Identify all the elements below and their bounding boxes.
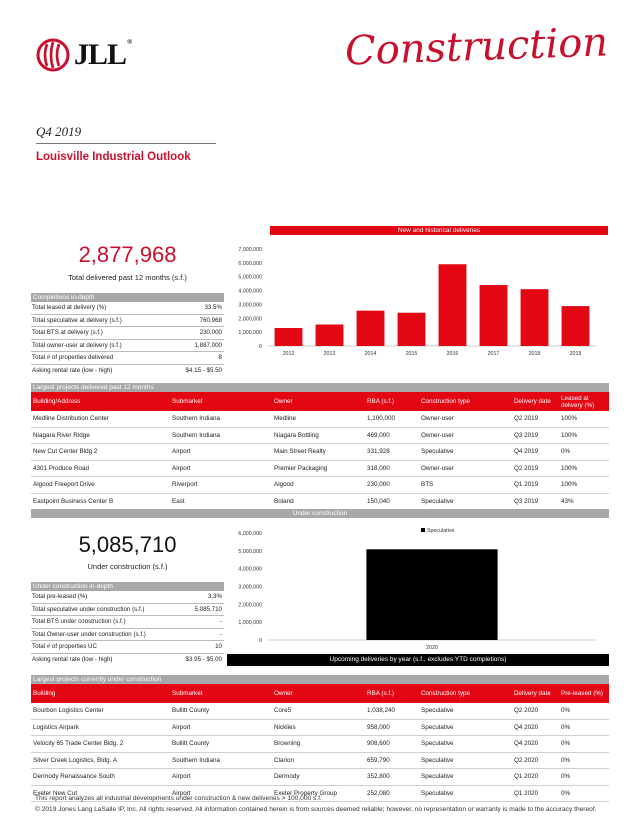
table-cell: East [172, 497, 185, 505]
completions-table-title: Completions in-depth [31, 293, 224, 302]
y-tick-label: 2,000,000 [238, 316, 262, 323]
y-tick-label: 3,000,000 [238, 584, 262, 591]
total-delivered-caption: Total delivered past 12 months (s.f.) [68, 273, 187, 282]
table-cell: 230,000 [367, 481, 390, 489]
deliveries-bar-chart [230, 240, 608, 365]
uc-table [31, 591, 224, 666]
title-divider [36, 143, 216, 144]
table-cell: Browning [274, 740, 301, 748]
table-cell: 43% [561, 497, 574, 505]
kv-row: Total # of properties UC 10 [31, 641, 224, 654]
table-cell: 0% [561, 723, 571, 731]
table-header [31, 684, 609, 703]
table-cell: Niagara Bottling [274, 431, 319, 439]
table-cell: Clarion [274, 756, 294, 764]
table-cell: 352,800 [367, 773, 390, 781]
market-title: Louisville Industrial Outlook [36, 151, 191, 163]
table-cell: Algood Freeport Drive [33, 481, 95, 489]
deliveries-section-bar: New and historical deliveries [270, 226, 608, 235]
table-cell: Speculative [421, 707, 454, 715]
table-cell: 958,000 [367, 723, 390, 731]
table-cell: 100% [561, 481, 578, 489]
table-cell: Exeter Property Group [274, 789, 337, 797]
y-tick-label: 5,000,000 [238, 274, 262, 281]
table-cell: Southern Indiana [172, 431, 220, 439]
table-cell: Silver Creek Logistics, Bldg. A [33, 756, 117, 764]
bar [316, 325, 344, 346]
under-construction-value: 5,085,710 [78, 532, 177, 557]
largest-delivered-table [31, 392, 609, 510]
y-tick-label: 7,000,000 [238, 247, 262, 253]
y-tick-label: 4,000,000 [238, 566, 262, 573]
table-cell: Airport [172, 723, 191, 731]
kv-row: Asking rental rate (low - high) $3.95 - $5.00 [32, 655, 222, 663]
table-cell: Medline Distribution Center [33, 415, 109, 423]
bar [439, 264, 467, 346]
table-cell: 908,600 [367, 740, 390, 748]
table-cell: 100% [561, 464, 578, 472]
table-cell: Q4 2020 [514, 723, 539, 731]
table-cell: Q1 2020 [514, 789, 539, 797]
x-tick-label: 2012 [282, 351, 295, 357]
table-cell: Speculative [421, 448, 454, 456]
col-header: Leased at delivery (%) [561, 394, 595, 409]
table-header [31, 392, 609, 411]
under-construction-bar: Under construction [31, 509, 609, 518]
table-row [31, 720, 609, 737]
table-cell: Exeter New Cut [33, 789, 78, 797]
col-header: Owner [274, 690, 293, 697]
table-cell: Owner-user [421, 415, 454, 423]
table-cell: Speculative [421, 756, 454, 764]
x-tick-label: 2014 [364, 351, 377, 357]
table-cell: Q2 2020 [514, 756, 539, 764]
col-header: Construction type [421, 398, 471, 405]
table-cell: Q3 2019 [514, 497, 539, 505]
table-cell: Q4 2019 [514, 448, 539, 456]
uc-table-title: Under construction in-depth [31, 582, 224, 591]
table-cell: Bullitt County [172, 740, 210, 748]
largest-delivered-bar: Largest projects delivered past 12 months [31, 383, 609, 392]
table-cell: Nicklies [274, 723, 296, 731]
y-tick-label: 6,000,000 [238, 531, 262, 537]
table-row [31, 736, 609, 753]
table-cell: 0% [561, 789, 571, 797]
footnote: This report analyzes all industrial developments under construction & new deliveries > 100,000 s.f. [35, 795, 322, 802]
table-cell: Logistics Airpark [33, 723, 79, 731]
table-cell: BTS [421, 481, 434, 489]
table-cell: 150,040 [367, 497, 390, 505]
table-cell: 0% [561, 740, 571, 748]
legend-swatch [421, 528, 425, 532]
bar [398, 313, 426, 346]
col-header: Building/Address [33, 398, 81, 405]
table-cell: Airport [172, 464, 191, 472]
kv-row: Asking rental rate (low - high) $4.15 - $5.50 [32, 366, 222, 374]
table-cell: Q1 2019 [514, 481, 539, 489]
kv-row: Total # of properties delivered 8 [31, 352, 224, 365]
table-row [31, 444, 609, 461]
bar [521, 289, 549, 346]
total-delivered-value: 2,877,968 [78, 242, 177, 267]
col-header: Building [33, 690, 56, 697]
table-cell: 0% [561, 773, 571, 781]
kv-row: Total BTS under construction (s.f.) - [31, 616, 224, 629]
bar [562, 306, 590, 346]
table-row [31, 769, 609, 786]
table-row [31, 477, 609, 494]
x-tick-label: 2013 [323, 351, 336, 357]
y-tick-label: 3,000,000 [238, 302, 262, 309]
table-cell: Niagara River Ridge [33, 431, 90, 439]
logo-wordmark: JLL® [74, 38, 132, 71]
table-row [31, 411, 609, 428]
uc-chart-caption: Upcoming deliveries by year (s.f., excludes YTD completions) [227, 654, 609, 666]
jll-helix-icon [36, 38, 70, 72]
table-cell: Southern Indiana [172, 415, 220, 423]
col-header: Construction type [421, 690, 471, 697]
table-cell: 659,790 [367, 756, 390, 764]
table-cell: Q2 2019 [514, 464, 539, 472]
table-cell: Medline [274, 415, 297, 423]
uc-bar-chart [230, 524, 608, 652]
bar [366, 549, 497, 640]
table-cell: Airport [172, 773, 191, 781]
kv-row: Total speculative at delivery (s.f.) 760,968 [31, 315, 224, 328]
completions-table [31, 302, 224, 377]
copyright: © 2019 Jones Lang LaSalle IP, Inc. All rights reserved. All information contained herein is from sources deemed reliable; however, no representation or warranty is made to the accuracy thereof. [35, 806, 597, 813]
table-cell: Owner-user [421, 464, 454, 472]
col-header: RBA (s.f.) [367, 398, 394, 405]
table-cell: Algood [274, 481, 294, 489]
table-cell: Bourbon Logistics Center [33, 707, 104, 715]
table-cell: Q2 2019 [514, 415, 539, 423]
col-header: Submarket [172, 690, 203, 697]
table-cell: Airport [172, 789, 191, 797]
table-cell: Bullitt County [172, 707, 210, 715]
table-cell: Eastpoint Business Center B [33, 497, 114, 505]
table-cell: Owner-user [421, 431, 454, 439]
table-cell: 0% [561, 707, 571, 715]
kv-row: Total pre-leased (%) 3.3% [31, 591, 224, 604]
y-tick-label: 0 [259, 638, 262, 644]
table-row [31, 461, 609, 478]
table-cell: 4301 Produce Road [33, 464, 90, 472]
table-cell: 469,000 [367, 431, 390, 439]
largest-uc-table [31, 684, 609, 802]
report-quarter: Q4 2019 [36, 124, 82, 139]
table-cell: Dermody Renaissance South [33, 773, 115, 781]
col-header: Submarket [172, 398, 203, 405]
table-row [31, 753, 609, 770]
table-cell: 0% [561, 756, 571, 764]
y-tick-label: 6,000,000 [238, 260, 262, 267]
table-cell: Speculative [421, 789, 454, 797]
kv-row: Total Owner-user under construction (s.f.) - [31, 629, 224, 642]
table-cell: Boland [274, 497, 294, 505]
bar [357, 311, 385, 346]
brand-script-title: Construction [344, 19, 609, 75]
table-cell: 252,080 [367, 789, 390, 797]
kv-row: Total speculative under construction (s.f.) 5,085,710 [31, 604, 224, 617]
table-cell: 1,038,240 [367, 707, 396, 715]
table-row [31, 494, 609, 511]
table-cell: Premier Packaging [274, 464, 328, 472]
table-row [31, 703, 609, 720]
largest-uc-bar: Largest projects currently under construction [31, 675, 609, 684]
table-cell: New Cut Center Bldg 2 [33, 448, 98, 456]
table-cell: Main Street Realty [274, 448, 326, 456]
table-cell: Q3 2019 [514, 431, 539, 439]
table-cell: Speculative [421, 497, 454, 505]
y-tick-label: 4,000,000 [238, 288, 262, 295]
y-tick-label: 5,000,000 [238, 548, 262, 555]
kv-row: Total owner-user at delivery (s.f.) 1,887,000 [31, 340, 224, 353]
y-tick-label: 1,000,000 [238, 330, 262, 337]
table-cell: 0% [561, 448, 571, 456]
x-tick-label: 2018 [528, 351, 541, 357]
table-cell: Speculative [421, 740, 454, 748]
table-cell: Airport [172, 448, 191, 456]
table-cell: Q1 2020 [514, 773, 539, 781]
col-header: Delivery date [514, 398, 551, 405]
kv-row: Total BTS at delivery (s.f.) 230,000 [31, 327, 224, 340]
table-cell: Southern Indiana [172, 756, 220, 764]
table-cell: Speculative [421, 723, 454, 731]
table-cell: Q2 2020 [514, 707, 539, 715]
col-header: Pre-leased (%) [561, 690, 603, 697]
table-cell: 100% [561, 415, 578, 423]
x-tick-label: 2015 [405, 351, 418, 357]
kv-row: Total leased at delivery (%) 33.5% [31, 302, 224, 315]
x-tick-label: 2019 [569, 351, 582, 357]
table-cell: 1,100,000 [367, 415, 396, 423]
y-tick-label: 0 [259, 344, 262, 350]
bar [275, 328, 303, 346]
table-cell: Core5 [274, 707, 292, 715]
bar [480, 285, 508, 346]
table-cell: Dermody [274, 773, 300, 781]
y-tick-label: 2,000,000 [238, 602, 262, 609]
x-tick-label: 2016 [446, 351, 459, 357]
y-tick-label: 1,000,000 [238, 620, 262, 627]
table-cell: 100% [561, 431, 578, 439]
col-header: RBA (s.f.) [367, 690, 394, 697]
jll-logo [36, 38, 131, 72]
x-tick-label: 2020 [426, 645, 438, 651]
x-tick-label: 2017 [487, 351, 500, 357]
table-row [31, 428, 609, 445]
table-cell: Riverport [172, 481, 198, 489]
table-cell: Speculative [421, 773, 454, 781]
under-construction-caption: Under construction (s.f.) [87, 562, 168, 571]
legend-label: Speculative [427, 528, 455, 534]
table-cell: 318,000 [367, 464, 390, 472]
table-cell: 331,928 [367, 448, 390, 456]
table-cell: Velocity 65 Trade Center Bldg. 2 [33, 740, 124, 748]
col-header: Owner [274, 398, 293, 405]
col-header: Delivery date [514, 690, 551, 697]
table-cell: Q4 2020 [514, 740, 539, 748]
